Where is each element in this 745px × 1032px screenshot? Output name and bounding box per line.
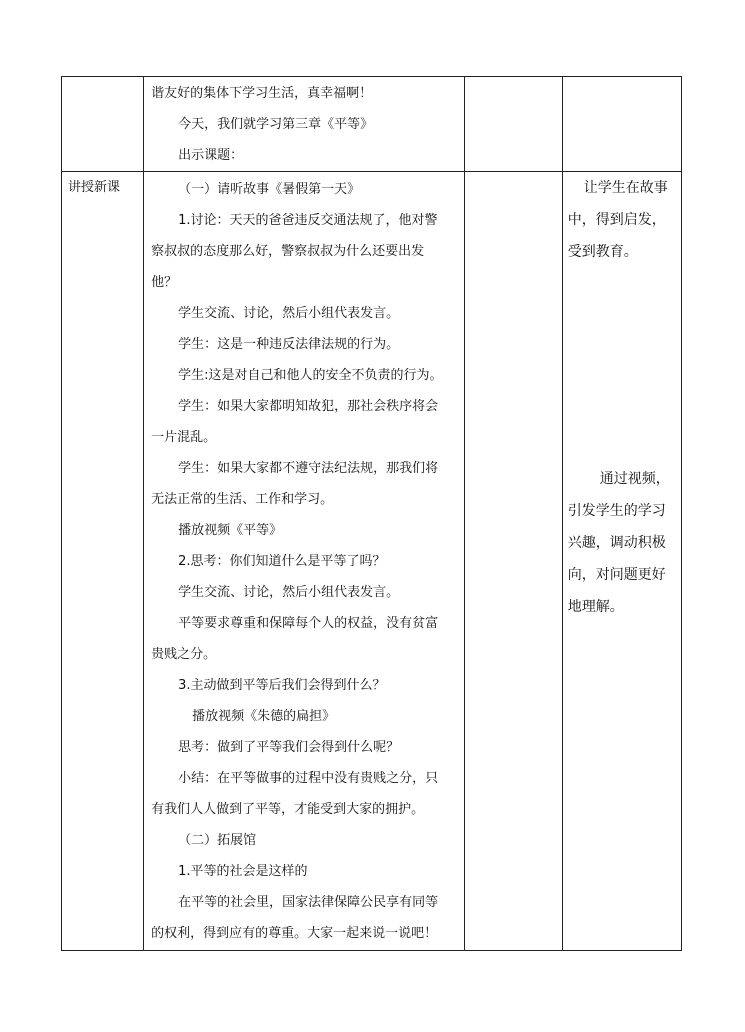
content-line: 一片混乱。 (151, 430, 217, 445)
blank-cell (464, 172, 562, 951)
content-line: 谐友好的集体下学习生活，真幸福啊！ (151, 86, 373, 101)
note-line: 兴趣，调动积极 (567, 535, 666, 551)
content-line: 学生:这是对自己和他人的安全不负责的行为。 (178, 368, 443, 383)
note-line: 让学生在故事 (583, 180, 668, 196)
design-note-1 (563, 172, 681, 268)
content-line: 学生交流、讨论，然后小组代表发言。 (178, 585, 400, 600)
content-cell (144, 77, 465, 172)
design-note-2 (563, 463, 681, 623)
blank-cell (464, 77, 562, 172)
content-line: 学生：这是一种违反法律法规的行为。 (178, 337, 400, 352)
content-line: 小结：在平等做事的过程中没有贵贱之分，只 (178, 771, 439, 786)
content-line: 今天，我们就学习第三章《平等》 (178, 117, 374, 132)
content-line: 2.思考：你们知道什么是平等了吗？ (178, 554, 386, 569)
content-line: 的权利，得到应有的尊重。大家一起来说一说吧！ (151, 926, 438, 941)
table-row (62, 77, 682, 172)
content-cell (144, 172, 465, 951)
content-line: 贵贱之分。 (151, 647, 217, 662)
content-line: 学生：如果大家都明知故犯，那社会秩序将会 (178, 399, 439, 414)
note-line: 通过视频， (599, 471, 670, 487)
table-row (62, 172, 682, 951)
section-cell (62, 172, 144, 951)
content-line: 播放视频《朱德的扁担》 (192, 709, 336, 724)
section-cell (62, 77, 144, 172)
note-line: 中，得到启发， (567, 212, 666, 228)
content-line: 1.讨论：天天的爸爸违反交通法规了，他对警 (178, 213, 438, 228)
content-line: （二）拓展馆 (178, 833, 257, 848)
note-line: 引发学生的学习 (567, 503, 666, 519)
content-line: 在平等的社会里，国家法律保障公民享有同等 (178, 895, 439, 910)
note-line: 地理解。 (567, 599, 624, 615)
content-line: 学生：如果大家都不遵守法纪法规，那我们将 (178, 461, 439, 476)
lesson-plan-table (61, 76, 682, 951)
content-line: 1.平等的社会是这样的 (178, 864, 308, 879)
content-line: 出示课题： (178, 148, 244, 163)
content-line: 平等要求尊重和保障每个人的权益，没有贫富 (178, 616, 439, 631)
note-line: 向，对问题更好 (567, 567, 666, 583)
content-line: 他？ (151, 275, 178, 290)
content-line: 播放视频《平等》 (178, 523, 283, 538)
note-cell (562, 77, 681, 172)
section-label: 讲授新课 (68, 180, 121, 195)
content-line: 思考：做到了平等我们会得到什么呢？ (178, 740, 400, 755)
note-line: 受到教育。 (567, 244, 638, 260)
content-line: 学生交流、讨论，然后小组代表发言。 (178, 306, 400, 321)
content-line: 察叔叔的态度那么好，警察叔叔为什么还要出发 (151, 244, 425, 259)
content-line: 无法正常的生活、工作和学习。 (151, 492, 334, 507)
note-cell (562, 172, 681, 951)
content-line: 有我们人人做到了平等，才能受到大家的拥护。 (151, 802, 425, 817)
content-line: 3.主动做到平等后我们会得到什么？ (178, 678, 386, 693)
content-line: （一）请听故事《暑假第一天》 (178, 182, 361, 197)
